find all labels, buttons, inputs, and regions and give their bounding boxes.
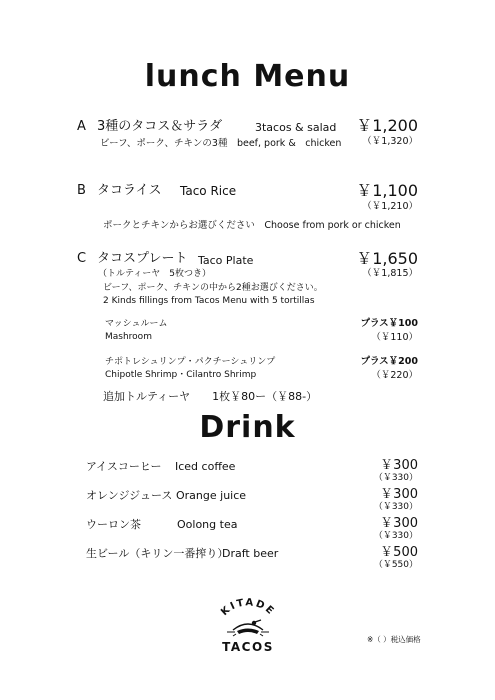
option-shrimp-en: Chipotle Shrimp・Cilantro Shrimp (105, 370, 257, 380)
drink-title: Drink (199, 410, 296, 445)
item-c-name: タコスプレート (97, 251, 188, 266)
item-a-letter: A (77, 119, 86, 134)
item-c-name-en: Taco Plate (198, 254, 254, 267)
extra-tortilla: 追加トルティーヤ 1枚￥80ー（￥88-） (103, 390, 318, 403)
option-shrimp-price: プラス￥200 (360, 356, 418, 367)
drink-jp: オレンジジュース (86, 489, 173, 502)
option-mushroom-price-tax: （￥110） (371, 332, 418, 343)
drink-price: ￥300 (380, 516, 418, 531)
option-shrimp-jp: チポトレシュリンプ・パクチーシュリンプ (105, 357, 276, 367)
drink-en: Iced coffee (175, 460, 236, 473)
item-b-price-tax: （￥1,210） (362, 201, 418, 212)
item-c-letter: C (77, 251, 87, 266)
item-a-name: 3種のタコス＆サラダ (97, 119, 223, 134)
item-c-price: ￥1,650 (356, 249, 418, 268)
logo-mark (213, 596, 283, 656)
drink-jp: ウーロン茶 (86, 518, 141, 531)
item-b-letter: B (77, 183, 86, 198)
option-shrimp-price-tax: （￥220） (371, 370, 418, 381)
lunch-menu-title: lunch Menu (144, 59, 351, 94)
item-b-name: タコライス (97, 183, 162, 198)
item-a-price: ￥1,200 (356, 116, 418, 135)
drink-price-tax: （￥330） (373, 473, 418, 483)
drink-price-tax: （￥550） (373, 560, 418, 570)
drink-jp: アイスコーヒー (86, 460, 162, 473)
drink-price: ￥300 (380, 458, 418, 473)
logo-bottom-text: TACOS (222, 640, 274, 654)
option-mushroom-jp: マッシュルーム (105, 319, 168, 329)
drink-jp: 生ビール（キリン一番搾り） (86, 547, 229, 560)
svg-text:KITADE (219, 597, 277, 618)
item-b-price: ￥1,100 (356, 181, 418, 200)
kitade-tacos-logo (213, 596, 283, 656)
option-mushroom-price: プラス￥100 (360, 318, 418, 329)
drink-price-tax: （￥330） (373, 502, 418, 512)
item-c-sub: （トルティーヤ 5枚つき） (98, 269, 212, 279)
item-b-name-en: Taco Rice (180, 184, 237, 198)
drink-price-tax: （￥330） (373, 531, 418, 541)
item-a-price-tax: （￥1,320） (362, 136, 418, 147)
item-a-desc: ビーフ、ポーク、チキンの3種 beef, pork & chicken (100, 138, 342, 149)
footnote-tax-included: ※（ ）税込価格 (367, 635, 421, 644)
item-c-desc-jp: ビーフ、ポーク、チキンの中から2種お選びください。 (103, 283, 323, 293)
item-b-desc: ポークとチキンからお選びください Choose from pork or chicken (103, 220, 401, 231)
drink-en: Oolong tea (177, 518, 238, 531)
drink-price: ￥300 (380, 487, 418, 502)
item-c-price-tax: （￥1,815） (362, 268, 418, 279)
drink-en: Draft beer (222, 547, 279, 560)
drink-en: Orange juice (176, 489, 247, 502)
drink-price: ￥500 (380, 545, 418, 560)
item-c-desc-en: 2 Kinds fillings from Tacos Menu with 5 tortillas (103, 296, 315, 306)
logo-top-text: KITADE (219, 597, 277, 619)
item-a-name-en: 3tacos & salad (255, 121, 337, 134)
option-mushroom-en: Mashroom (105, 332, 152, 342)
